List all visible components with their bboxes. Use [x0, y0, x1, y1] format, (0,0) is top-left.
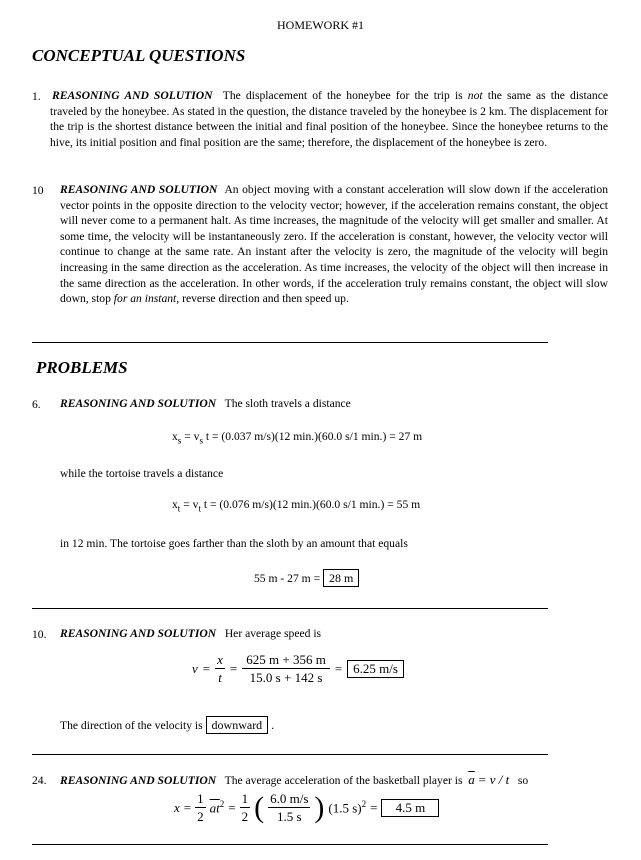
eq-numerator: 1 — [241, 791, 249, 806]
divider — [32, 342, 548, 343]
eq-term — [210, 799, 225, 816]
solution-label: REASONING AND SOLUTION — [52, 89, 213, 102]
left-paren: ( — [254, 790, 265, 824]
solution-label: REASONING AND SOLUTION — [60, 397, 217, 410]
eq-fraction — [268, 790, 310, 825]
answer-text: The displacement of the honeybee for the trip is — [222, 89, 463, 102]
problem-text: The direction of the velocity is — [60, 719, 203, 732]
eq-term — [328, 799, 366, 816]
eq-numerator: 6.0 m/s — [270, 791, 309, 806]
divider — [32, 844, 548, 845]
problem-6-intro — [60, 396, 608, 412]
question-10-answer — [60, 182, 608, 307]
eq-denominator: 15.0 s + 142 s — [249, 670, 323, 685]
problem-text: in 12 min. The tortoise goes farther than the sloth by an amount that equals — [60, 537, 408, 550]
eq-operator: = — [229, 660, 238, 676]
page-header: HOMEWORK #1 — [277, 18, 364, 32]
eq-fraction — [240, 790, 251, 825]
answer-text: , reverse direction and then speed up. — [176, 292, 349, 306]
answer-box: 6.25 m/s — [347, 660, 404, 678]
eq-symbol: $\overline{a}$ — [468, 772, 475, 787]
eq-denominator: 1.5 s — [276, 809, 302, 824]
answer-box: downward — [206, 716, 269, 734]
question-1-answer — [50, 88, 608, 150]
eq-rhs: t = (0.037 m/s)(12 min.)(60.0 s/1 min.) = 27 m — [205, 430, 423, 443]
eq-denominator: t — [218, 670, 222, 685]
eq-symbol: x — [172, 430, 178, 443]
eq-operator: = — [334, 660, 343, 676]
eq-numerator: x — [217, 652, 223, 667]
problem-text: Her average speed is — [224, 627, 322, 640]
eq-operator: = — [228, 799, 236, 815]
eq-symbol: x — [174, 799, 180, 815]
problem-text: The sloth travels a distance — [224, 397, 351, 410]
eq-subscript: t — [177, 503, 181, 514]
eq-symbol: (1.5 s) — [328, 800, 362, 816]
problem-text: The average acceleration of the basketball player is — [224, 774, 463, 787]
divider — [32, 608, 548, 609]
solution-label: REASONING AND SOLUTION — [60, 183, 218, 196]
eq-exponent: 2 — [219, 798, 225, 809]
tortoise-distance-equation — [172, 498, 420, 513]
eq-symbol: x — [172, 498, 178, 511]
solution-label: REASONING AND SOLUTION — [60, 774, 217, 787]
sloth-distance-equation — [172, 430, 422, 445]
problem-text: . — [271, 719, 274, 732]
answer-text: the same as the distance traveled by the honeybee. As stated in the question, the distance traveled by the honeybee is 2 km. The displacement for the trip is the shortest distance between the initial and final position of the honeybee. Since the honeybee returns to the hive, its initial position and final position are the same; therefore, the displacement of the honeybee is zero. — [50, 89, 609, 149]
eq-subscript: s — [199, 435, 203, 446]
eq-rhs: t = (0.076 m/s)(12 min.)(60.0 s/1 min.) = 55 m — [203, 498, 421, 511]
right-paren: ) — [314, 790, 325, 824]
eq-symbol: = v — [184, 430, 200, 443]
direction-line — [60, 716, 274, 734]
displacement-equation — [174, 790, 439, 825]
section-heading-problems: PROBLEMS — [36, 358, 128, 377]
eq-denominator: 2 — [197, 809, 204, 824]
question-number: 10 — [32, 184, 44, 197]
eq-symbol: v — [192, 660, 198, 676]
eq-symbol: = v — [183, 498, 199, 511]
difference-equation — [254, 569, 359, 587]
answer-text: An object moving with a constant acceleration will slow down if the acceleration vector points in the opposite direction to the velocity vector; however, if the acceleration remains constant, the object will never come to a permanent halt. As time increases, the magnitude of the velocity will get smaller and smaller. At some time, the velocity will be instantaneously zero. If the acceleration is constant, however, the velocity vector will continue to change at the same rate. An instant after the velocity is zero, the magnitude of the velocity will begin increasing in the same direction as the acceleration. As time increases, the velocity of the object will then increase in the same direction as the acceleration. In other words, if the acceleration truly remains constant, the object will slow down, stop — [60, 183, 608, 306]
eq-fraction — [242, 651, 330, 686]
emphasis-text: not — [467, 89, 483, 102]
question-number: 1. — [32, 90, 41, 103]
eq-subscript: s — [177, 435, 182, 446]
problem-text: so — [517, 774, 529, 787]
solution-label: REASONING AND SOLUTION — [60, 627, 217, 640]
eq-symbol: $\overline{at}$ — [209, 800, 220, 816]
eq-operator: = — [183, 799, 192, 815]
eq-subscript: t — [198, 503, 201, 514]
eq-operator: = — [370, 799, 378, 815]
problem-number: 24. — [32, 774, 47, 787]
answer-box: 28 m — [323, 569, 359, 587]
answer-box: 4.5 m — [381, 799, 439, 817]
problem-number: 6. — [32, 398, 41, 411]
eq-operator: = — [202, 660, 211, 676]
problem-24-intro — [60, 772, 620, 789]
problem-number: 10. — [32, 628, 47, 641]
section-heading-conceptual: CONCEPTUAL QUESTIONS — [32, 46, 246, 65]
average-speed-equation — [192, 651, 404, 686]
problem-text: while the tortoise travels a distance — [60, 467, 224, 480]
eq-exponent: 2 — [361, 798, 367, 809]
divider — [32, 754, 548, 755]
eq-numerator: 1 — [197, 791, 204, 806]
eq-fraction — [195, 790, 206, 825]
problem-10-intro — [60, 626, 608, 642]
eq-rhs: 55 m - 27 m = — [254, 572, 321, 585]
eq-numerator: 625 m + 356 m — [242, 651, 330, 669]
emphasis-text: for an instant — [113, 292, 177, 306]
eq-fraction — [215, 651, 225, 686]
eq-rhs: = v / t — [477, 772, 510, 787]
eq-denominator: 2 — [241, 809, 249, 824]
